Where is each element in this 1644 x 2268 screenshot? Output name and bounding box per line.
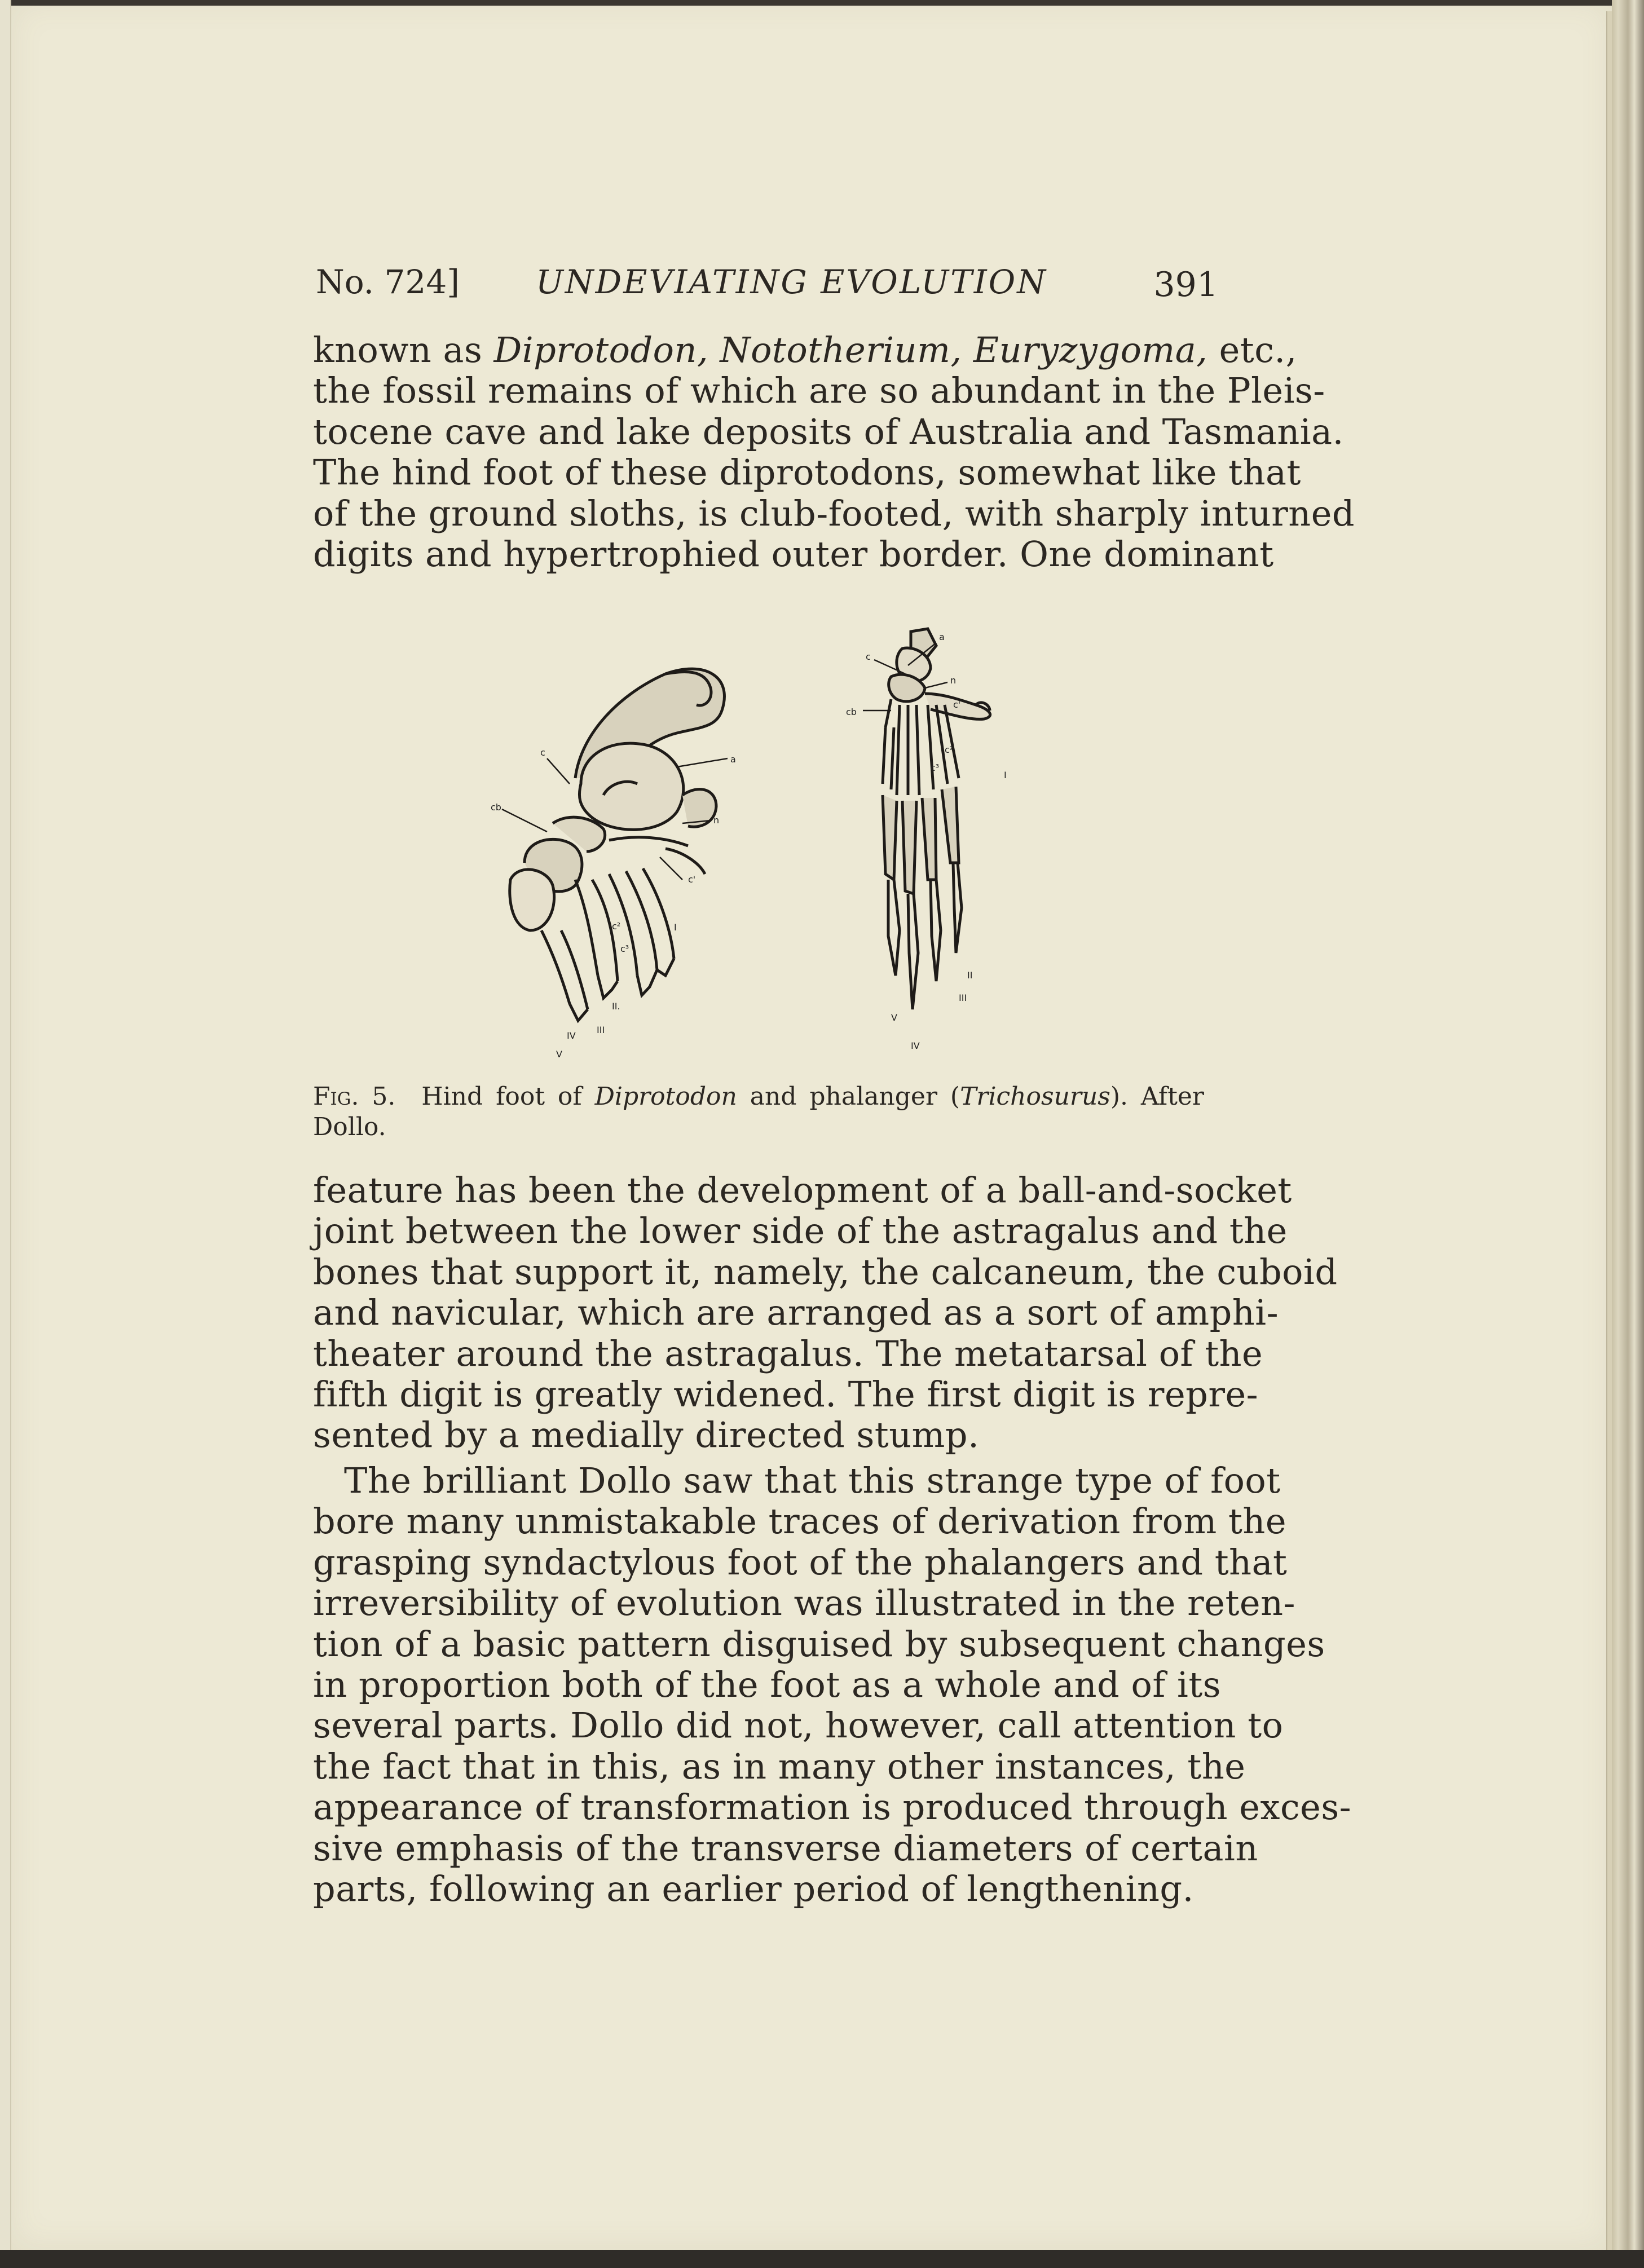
genus-name: Nototherium, (720, 329, 962, 370)
left-binding-edge (0, 0, 11, 2268)
caption-genus-2: Trichosurus (960, 1082, 1110, 1111)
diprotodon-foot-drawing (510, 669, 725, 1021)
text-line: parts, following an earlier period of lengthening. (313, 1868, 1194, 1909)
running-header (316, 261, 1218, 306)
text-line: known as Diprotodon, Nototherium, Euryzygoma, (313, 329, 1208, 370)
label-IV: IV (911, 1040, 920, 1051)
text-line: of the ground sloths, is club-footed, with sharply inturned (313, 492, 1355, 534)
right-page-edges (1612, 0, 1644, 2268)
text-line: in proportion both of the foot as a whole and of its (313, 1664, 1222, 1705)
paragraph-1 (313, 329, 1355, 575)
text-line: several parts. Dollo did not, however, call attention to (313, 1705, 1284, 1746)
figure-number: Fig. 5. (313, 1082, 396, 1111)
text-line: theater around the astragalus. The metatarsal of the (313, 1332, 1263, 1374)
label-V: V (556, 1049, 562, 1060)
label-c1: c' (953, 699, 961, 710)
page-number: 391 (1153, 265, 1218, 305)
label-III: III (959, 992, 967, 1003)
text-line: sive emphasis of the transverse diameters of certain (313, 1827, 1258, 1869)
phalanger-foot-drawing (883, 629, 990, 1009)
label-n: n (713, 815, 720, 826)
label-c3: c³ (931, 762, 940, 773)
genus-name: Diprotodon, (493, 329, 709, 370)
genus-name: Euryzygoma, (973, 329, 1208, 370)
text-line: joint between the lower side of the astragalus and the (313, 1210, 1288, 1252)
text-line: appearance of transformation is produced through exces- (313, 1786, 1352, 1828)
text-line: the fossil remains of which are so abundant in the Pleis- (313, 370, 1325, 412)
foot-illustrations (440, 615, 1088, 1071)
caption-text-b: and phalanger ( (750, 1082, 960, 1111)
text-line: the fact that in this, as in many other instances, the (313, 1745, 1246, 1787)
paragraph-3 (313, 1460, 1352, 1909)
figure-caption (313, 1082, 1204, 1142)
issue-number: No. 724] (316, 263, 460, 301)
label-cb: cb (846, 707, 857, 717)
label-c: c (540, 747, 545, 758)
label-a: a (730, 754, 736, 765)
text-line: and navicular, which are arranged as a sort of amphi- (313, 1292, 1279, 1334)
caption-genus: Diprotodon (594, 1082, 737, 1111)
text-line: tocene cave and lake deposits of Australia and Tasmania. (313, 411, 1344, 452)
text-line: The brilliant Dollo saw that this strange type of foot (344, 1460, 1281, 1501)
label-cb: cb (491, 802, 501, 813)
label-I: I (1004, 770, 1007, 780)
label-c: c (866, 651, 871, 662)
text-line: feature has been the development of a ball-and-socket (313, 1170, 1292, 1211)
running-title: UNDEVIATING EVOLUTION (536, 263, 1047, 301)
text-line: tion of a basic pattern disguised by subsequent changes (313, 1623, 1325, 1665)
caption-text-a: Hind foot of (421, 1082, 582, 1111)
label-IV: IV (567, 1030, 576, 1041)
figure-5 (440, 615, 1088, 1071)
label-II: II. (612, 1001, 620, 1012)
label-I: I (674, 922, 677, 933)
top-border (0, 0, 1644, 6)
caption-line-2: Dollo. (313, 1113, 386, 1141)
label-a: a (939, 632, 945, 642)
label-c3: c³ (620, 943, 629, 954)
label-V: V (891, 1012, 897, 1023)
text-line: bore many unmistakable traces of derivation from the (313, 1501, 1287, 1542)
bottom-border (0, 2250, 1644, 2268)
label-III: III (597, 1025, 605, 1035)
label-c2: c² (945, 744, 954, 755)
text-line: fifth digit is greatly widened. The first digit is repre- (313, 1373, 1259, 1415)
text-line: sented by a medially directed stump. (313, 1414, 980, 1456)
label-c1: c' (688, 874, 696, 885)
text-line: The hind foot of these diprotodons, somewhat like that (313, 452, 1301, 493)
text-line: digits and hypertrophied outer border. One dominant (313, 533, 1274, 575)
paragraph-2 (313, 1170, 1338, 1456)
label-n: n (950, 675, 957, 686)
text-line: irreversibility of evolution was illustrated in the reten- (313, 1582, 1295, 1624)
text-line: bones that support it, namely, the calcaneum, the cuboid (313, 1251, 1338, 1292)
caption-line-1 (313, 1082, 1204, 1112)
label-II: II (967, 970, 973, 981)
caption-text-c: ). After (1110, 1082, 1204, 1111)
label-c2: c² (612, 921, 621, 932)
text-line: grasping syndactylous foot of the phalangers and that (313, 1541, 1288, 1583)
